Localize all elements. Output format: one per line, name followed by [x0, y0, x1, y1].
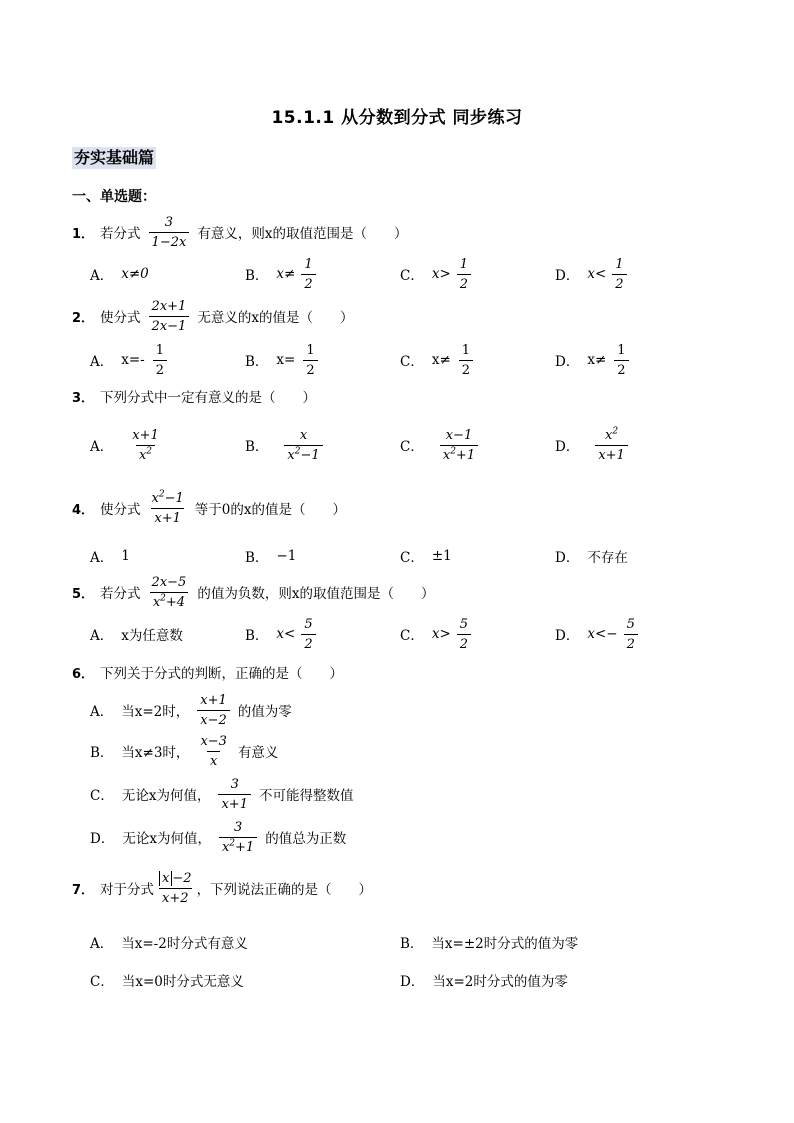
- question-number: 6．: [72, 666, 95, 682]
- option-b[interactable]: B． −1: [245, 548, 297, 566]
- option-a[interactable]: A． 1: [90, 548, 130, 566]
- option-c[interactable]: C． ±1: [400, 548, 452, 566]
- question-text: ，下列说法正确的是（ ）: [196, 882, 373, 898]
- question-text: 有意义，则x的取值范围是（ ）: [197, 226, 408, 242]
- question-number: 4．: [72, 502, 95, 518]
- part-heading: 一、单选题：: [72, 189, 156, 205]
- question-number: 7．: [72, 882, 95, 898]
- question-text: 等于0的x的值是（ ）: [194, 502, 346, 518]
- question-3: [72, 374, 316, 418]
- fraction: $\frac{2x+1}{2x-1}$: [149, 299, 190, 334]
- option-d[interactable]: D． 无论x为何值， $\frac{3}{x^2+1}$ 的值总为正数: [90, 819, 347, 855]
- question-7: [72, 866, 372, 910]
- option-b[interactable]: B． x≠ $\frac{1}{2}$: [245, 252, 318, 296]
- option-c[interactable]: C． x≠ $\frac{1}{2}$: [400, 338, 481, 382]
- question-5: [72, 570, 434, 614]
- option-d[interactable]: D． x≠ $\frac{1}{2}$: [555, 338, 637, 382]
- option-d[interactable]: D． $\frac{x^2}{x+1}$: [555, 423, 636, 467]
- option-d[interactable]: D． 不存在: [555, 550, 628, 566]
- option-d[interactable]: D． x< $\frac{1}{2}$: [555, 252, 629, 296]
- question-4: [72, 486, 346, 530]
- question-number: 3．: [72, 390, 95, 406]
- option-a[interactable]: A． 当x=-2时分式有意义: [90, 936, 248, 952]
- option-c[interactable]: C． 当x=0时分式无意义: [90, 974, 244, 990]
- question-text: 下列分式中一定有意义的是（ ）: [100, 390, 317, 406]
- question-text: 使分式: [100, 502, 141, 518]
- option-b[interactable]: B． 当x=±2时分式的值为零: [400, 936, 579, 952]
- question-number: 1．: [72, 226, 95, 242]
- fraction: $\frac{2x-5}{x^2+4}$: [151, 574, 187, 610]
- question-text: 的值为负数，则x的取值范围是（ ）: [197, 586, 435, 602]
- option-b[interactable]: B． x< $\frac{5}{2}$: [245, 612, 318, 656]
- question-text: 对于分式: [100, 882, 155, 898]
- option-b[interactable]: B． x= $\frac{1}{2}$: [245, 338, 326, 382]
- option-c[interactable]: C． x> $\frac{5}{2}$: [400, 612, 473, 656]
- question-text: 若分式: [100, 586, 141, 602]
- section-heading: 夯实基础篇: [74, 148, 155, 167]
- option-a[interactable]: A． $\frac{x+1}{x^2}$: [90, 427, 159, 463]
- question-text: 若分式: [100, 226, 141, 242]
- option-c[interactable]: C． $\frac{x-1}{x^2+1}$: [400, 423, 486, 467]
- option-a[interactable]: A． x≠0: [90, 266, 149, 284]
- question-number: 2．: [72, 310, 95, 326]
- option-a[interactable]: A． x为任意数: [90, 628, 183, 644]
- option-c[interactable]: C． 无论x为何值， $\frac{3}{x+1}$ 不可能得整数值: [90, 776, 354, 812]
- option-b[interactable]: B． $\frac{x}{x^2-1}$: [245, 423, 331, 467]
- fraction: $\frac{x^2-1}{x+1}$: [151, 489, 184, 526]
- option-a[interactable]: A． x=- $\frac{1}{2}$: [90, 338, 175, 382]
- question-2: [72, 294, 353, 338]
- option-d[interactable]: D． x<− $\frac{5}{2}$: [555, 612, 640, 656]
- option-b[interactable]: B． 当x≠3时， $\frac{x-3}{x}$ 有意义: [90, 733, 279, 769]
- page-title: 15.1.1 从分数到分式 同步练习: [271, 108, 523, 128]
- option-d[interactable]: D． 当x=2时分式的值为零: [400, 974, 568, 990]
- fraction: $\frac{3}{1-2x}$: [149, 215, 190, 250]
- fraction: $\frac{x -2}{x+2}$: [156, 871, 195, 906]
- question-text: 使分式: [100, 310, 141, 326]
- question-number: 5．: [72, 586, 95, 602]
- question-text: 下列关于分式的判断，正确的是（ ）: [100, 666, 344, 682]
- option-c[interactable]: C． x> $\frac{1}{2}$: [400, 252, 473, 296]
- question-1: [72, 210, 407, 254]
- option-a[interactable]: A． 当x=2时， $\frac{x+1}{x-2}$ 的值为零: [90, 692, 292, 728]
- question-text: 无意义的x的值是（ ）: [197, 310, 354, 326]
